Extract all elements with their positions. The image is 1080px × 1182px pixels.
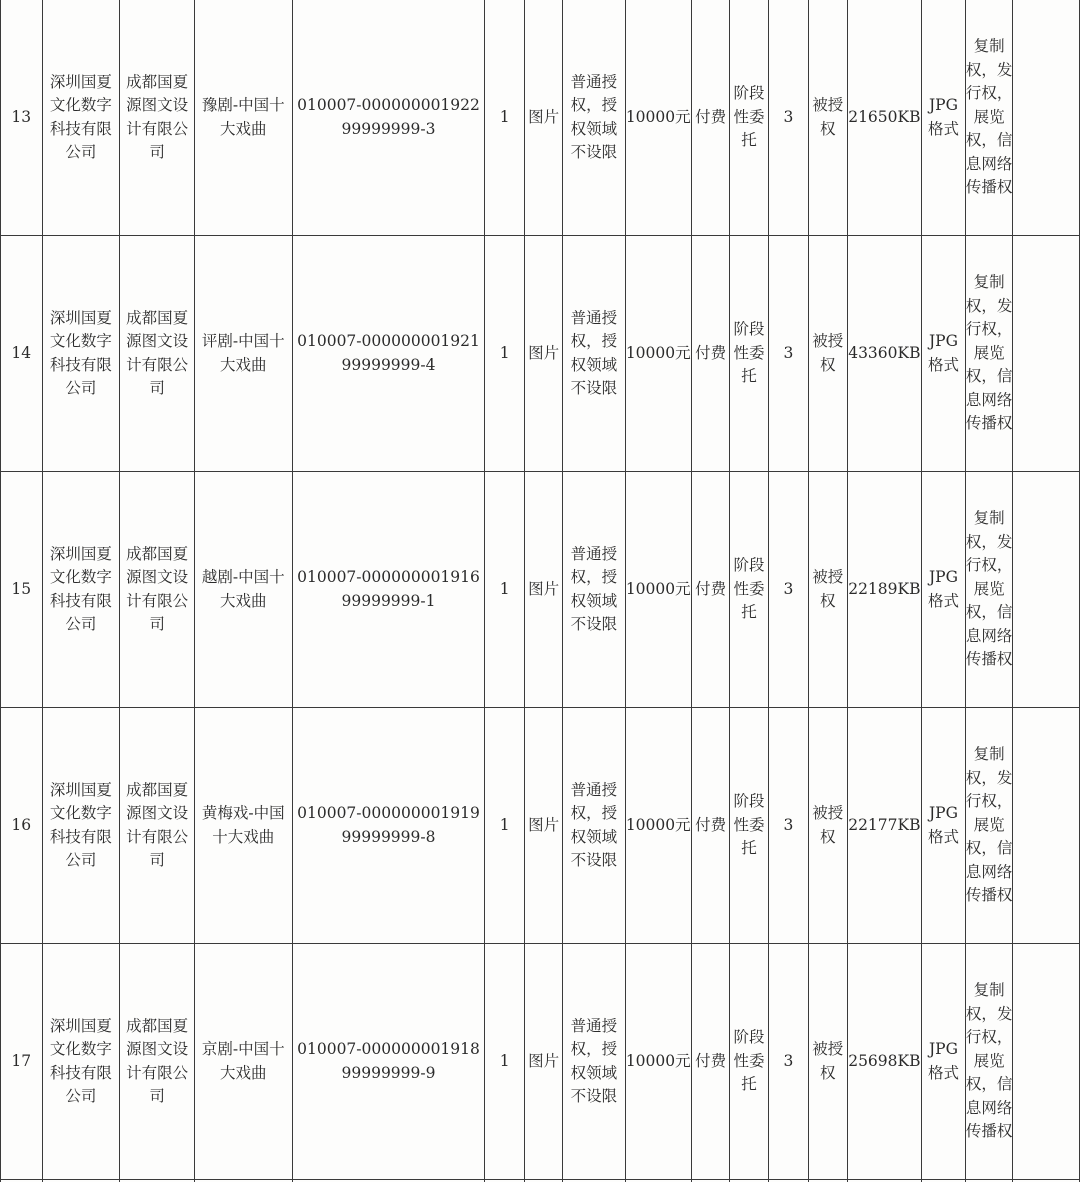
cell-work-title: 越剧-中国十大戏曲: [195, 472, 293, 708]
cell-role: 被授权: [809, 0, 847, 236]
cell-years: 3: [768, 708, 808, 944]
cell-work-title: 黄梅戏-中国十大戏曲: [195, 708, 293, 944]
cell-rights: 复制权，发行权，展览权，信息网络传播权: [965, 472, 1013, 708]
cell-no: 15: [1, 472, 43, 708]
cell-scope: 普通授权，授权领域不设限: [563, 236, 625, 472]
cell-years: 3: [768, 236, 808, 472]
cell-size: 43360KB: [847, 236, 922, 472]
cell-years: 3: [768, 0, 808, 236]
cell-no: 14: [1, 236, 43, 472]
cell-format: JPG格式: [922, 472, 966, 708]
cell-size: 22177KB: [847, 708, 922, 944]
cell-kind: 图片: [524, 944, 562, 1180]
cell-kind: 图片: [524, 472, 562, 708]
cell-years: 3: [768, 472, 808, 708]
cell-mode: 阶段性委托: [730, 708, 768, 944]
cell-mode: 阶段性委托: [730, 0, 768, 236]
cell-note: [1013, 0, 1080, 236]
cell-code: 010007-00000000191999999999-8: [292, 708, 485, 944]
cell-code: 010007-00000000191899999999-9: [292, 944, 485, 1180]
cell-code: 010007-00000000192199999999-4: [292, 236, 485, 472]
cell-work-title: 豫剧-中国十大戏曲: [195, 0, 293, 236]
cell-kind: 图片: [524, 708, 562, 944]
cell-format: JPG格式: [922, 708, 966, 944]
cell-mode: 阶段性委托: [730, 472, 768, 708]
table-row: [1, 236, 1080, 472]
cell-mode: 阶段性委托: [730, 944, 768, 1180]
cell-scope: 普通授权，授权领域不设限: [563, 472, 625, 708]
cell-note: [1013, 472, 1080, 708]
cell-qty: 1: [485, 236, 524, 472]
cell-licensee: 成都国夏源图文设计有限公司: [120, 236, 195, 472]
cell-work-title: 评剧-中国十大戏曲: [195, 236, 293, 472]
cell-format: JPG格式: [922, 944, 966, 1180]
cell-licensee: 成都国夏源图文设计有限公司: [120, 944, 195, 1180]
cell-note: [1013, 944, 1080, 1180]
cell-years: 3: [768, 944, 808, 1180]
cell-qty: 1: [485, 472, 524, 708]
cell-qty: 1: [485, 708, 524, 944]
cell-licensee: 成都国夏源图文设计有限公司: [120, 472, 195, 708]
cell-licensor: 深圳国夏文化数字科技有限公司: [42, 944, 120, 1180]
cell-rights: 复制权，发行权，展览权，信息网络传播权: [965, 944, 1013, 1180]
cell-licensor: 深圳国夏文化数字科技有限公司: [42, 0, 120, 236]
cell-pay: 付费: [691, 0, 729, 236]
cell-rights: 复制权，发行权，展览权，信息网络传播权: [965, 708, 1013, 944]
cell-size: 21650KB: [847, 0, 922, 236]
cell-pay: 付费: [691, 944, 729, 1180]
table-row: [1, 472, 1080, 708]
cell-price: 10000元: [625, 472, 691, 708]
cell-price: 10000元: [625, 708, 691, 944]
table-row: [1, 708, 1080, 944]
cell-price: 10000元: [625, 0, 691, 236]
cell-note: [1013, 708, 1080, 944]
cell-price: 10000元: [625, 944, 691, 1180]
cell-code: 010007-00000000192299999999-3: [292, 0, 485, 236]
cell-no: 13: [1, 0, 43, 236]
cell-kind: 图片: [524, 0, 562, 236]
cell-pay: 付费: [691, 472, 729, 708]
cell-format: JPG格式: [922, 236, 966, 472]
cell-licensee: 成都国夏源图文设计有限公司: [120, 0, 195, 236]
cell-licensor: 深圳国夏文化数字科技有限公司: [42, 472, 120, 708]
cell-code: 010007-00000000191699999999-1: [292, 472, 485, 708]
cell-rights: 复制权，发行权，展览权，信息网络传播权: [965, 0, 1013, 236]
cell-size: 25698KB: [847, 944, 922, 1180]
cell-scope: 普通授权，授权领域不设限: [563, 0, 625, 236]
cell-work-title: 京剧-中国十大戏曲: [195, 944, 293, 1180]
table-row: [1, 0, 1080, 236]
cell-qty: 1: [485, 944, 524, 1180]
cell-scope: 普通授权，授权领域不设限: [563, 708, 625, 944]
cell-role: 被授权: [809, 236, 847, 472]
cell-size: 22189KB: [847, 472, 922, 708]
cell-licensor: 深圳国夏文化数字科技有限公司: [42, 236, 120, 472]
cell-role: 被授权: [809, 944, 847, 1180]
cell-licensor: 深圳国夏文化数字科技有限公司: [42, 708, 120, 944]
cell-mode: 阶段性委托: [730, 236, 768, 472]
cell-price: 10000元: [625, 236, 691, 472]
cell-role: 被授权: [809, 472, 847, 708]
table-row: [1, 944, 1080, 1180]
cell-scope: 普通授权，授权领域不设限: [563, 944, 625, 1180]
cell-pay: 付费: [691, 236, 729, 472]
cell-rights: 复制权，发行权，展览权，信息网络传播权: [965, 236, 1013, 472]
cell-pay: 付费: [691, 708, 729, 944]
cell-format: JPG格式: [922, 0, 966, 236]
cell-licensee: 成都国夏源图文设计有限公司: [120, 708, 195, 944]
cell-qty: 1: [485, 0, 524, 236]
cell-no: 17: [1, 944, 43, 1180]
cell-no: 16: [1, 708, 43, 944]
cell-role: 被授权: [809, 708, 847, 944]
cell-kind: 图片: [524, 236, 562, 472]
cell-note: [1013, 236, 1080, 472]
